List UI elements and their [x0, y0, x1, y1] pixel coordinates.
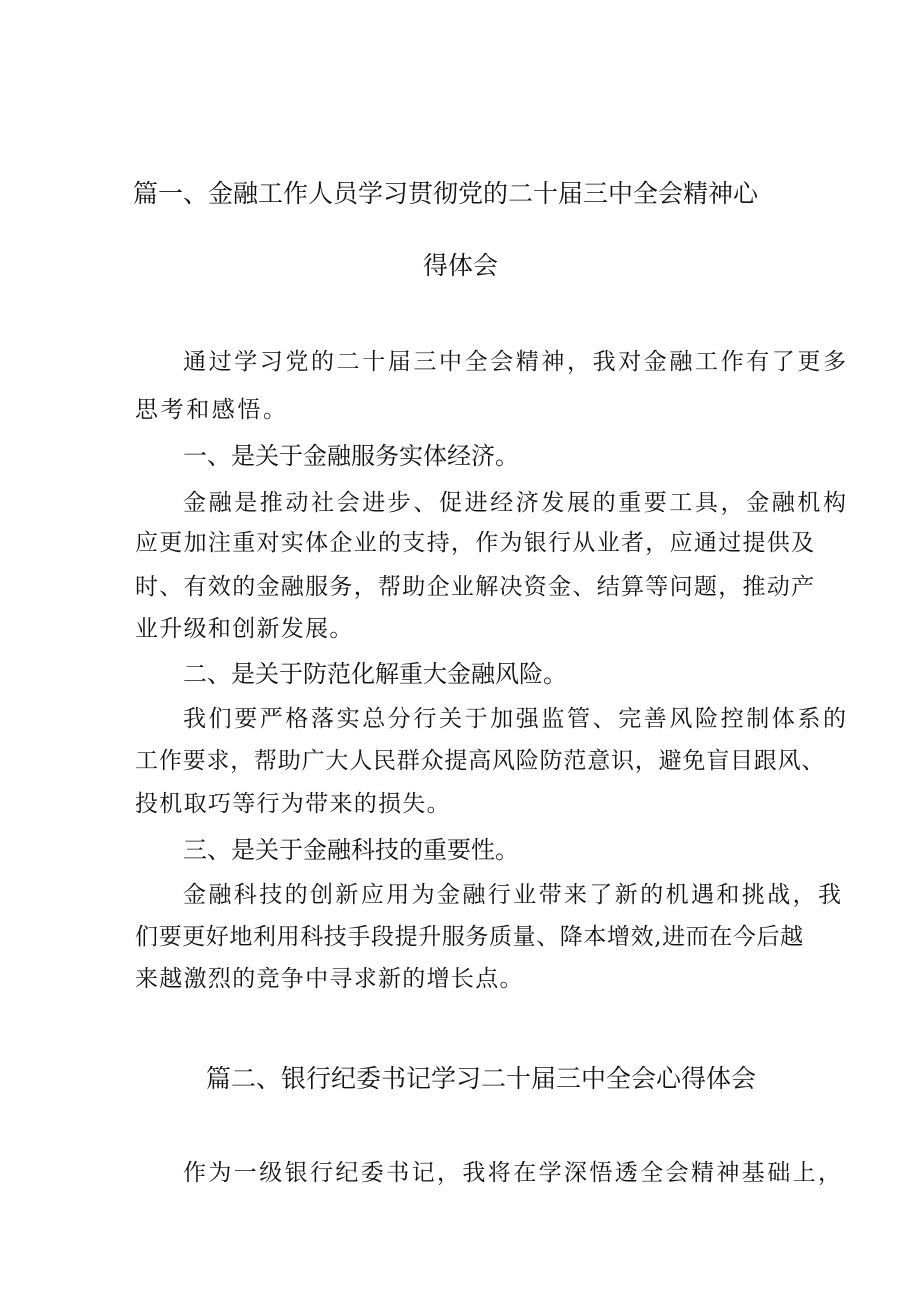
section2-line3: 投机取巧等行为带来的损失。 — [135, 791, 451, 817]
article1-title-line1: 篇一、金融工作人员学习贯彻党的二十届三中全会精神心 — [133, 179, 759, 208]
section2-heading: 二、是关于防范化解重大金融风险。 — [183, 660, 567, 688]
section1-line2: 应更加注重对实体企业的支持，作为银行从业者，应通过提供及 — [135, 530, 816, 556]
section3-line2: 们要更好地利用科技手段提升服务质量、降本增效,进而在今后越 — [135, 924, 804, 950]
section3-line1: 金融科技的创新应用为金融行业带来了新的机遇和挑战，我 — [183, 882, 844, 908]
article1-title-line2: 得体会 — [423, 251, 499, 280]
section2-line1: 我们要严格落实总分行关于加强监管、完善风险控制体系的 — [183, 706, 849, 732]
section1-line3: 时、有效的金融服务，帮助企业解决资金、结算等问题，推动产 — [135, 574, 816, 600]
section1-line4: 业升级和创新发展。 — [135, 616, 354, 642]
article1-intro-line1: 通过学习党的二十届三中全会精神，我对金融工作有了更多 — [183, 349, 849, 375]
section3-line3: 来越激烈的竞争中寻求新的增长点。 — [135, 966, 524, 992]
section2-line2: 工作要求，帮助广大人民群众提高风险防范意识，避免盲目跟风、 — [135, 748, 826, 774]
section1-line1: 金融是推动社会进步、促进经济发展的重要工具，金融机构 — [183, 490, 849, 516]
section1-heading: 一、是关于金融服务实体经济。 — [183, 442, 519, 470]
article1-intro-line2: 思考和感悟。 — [135, 397, 289, 423]
article2-intro-line1: 作为一级银行纪委书记，我将在学深悟透全会精神基础上， — [183, 1160, 844, 1186]
article2-title: 篇二、银行纪委书记学习二十届三中全会心得体会 — [206, 1064, 757, 1093]
section3-heading: 三、是关于金融科技的重要性。 — [183, 836, 519, 864]
